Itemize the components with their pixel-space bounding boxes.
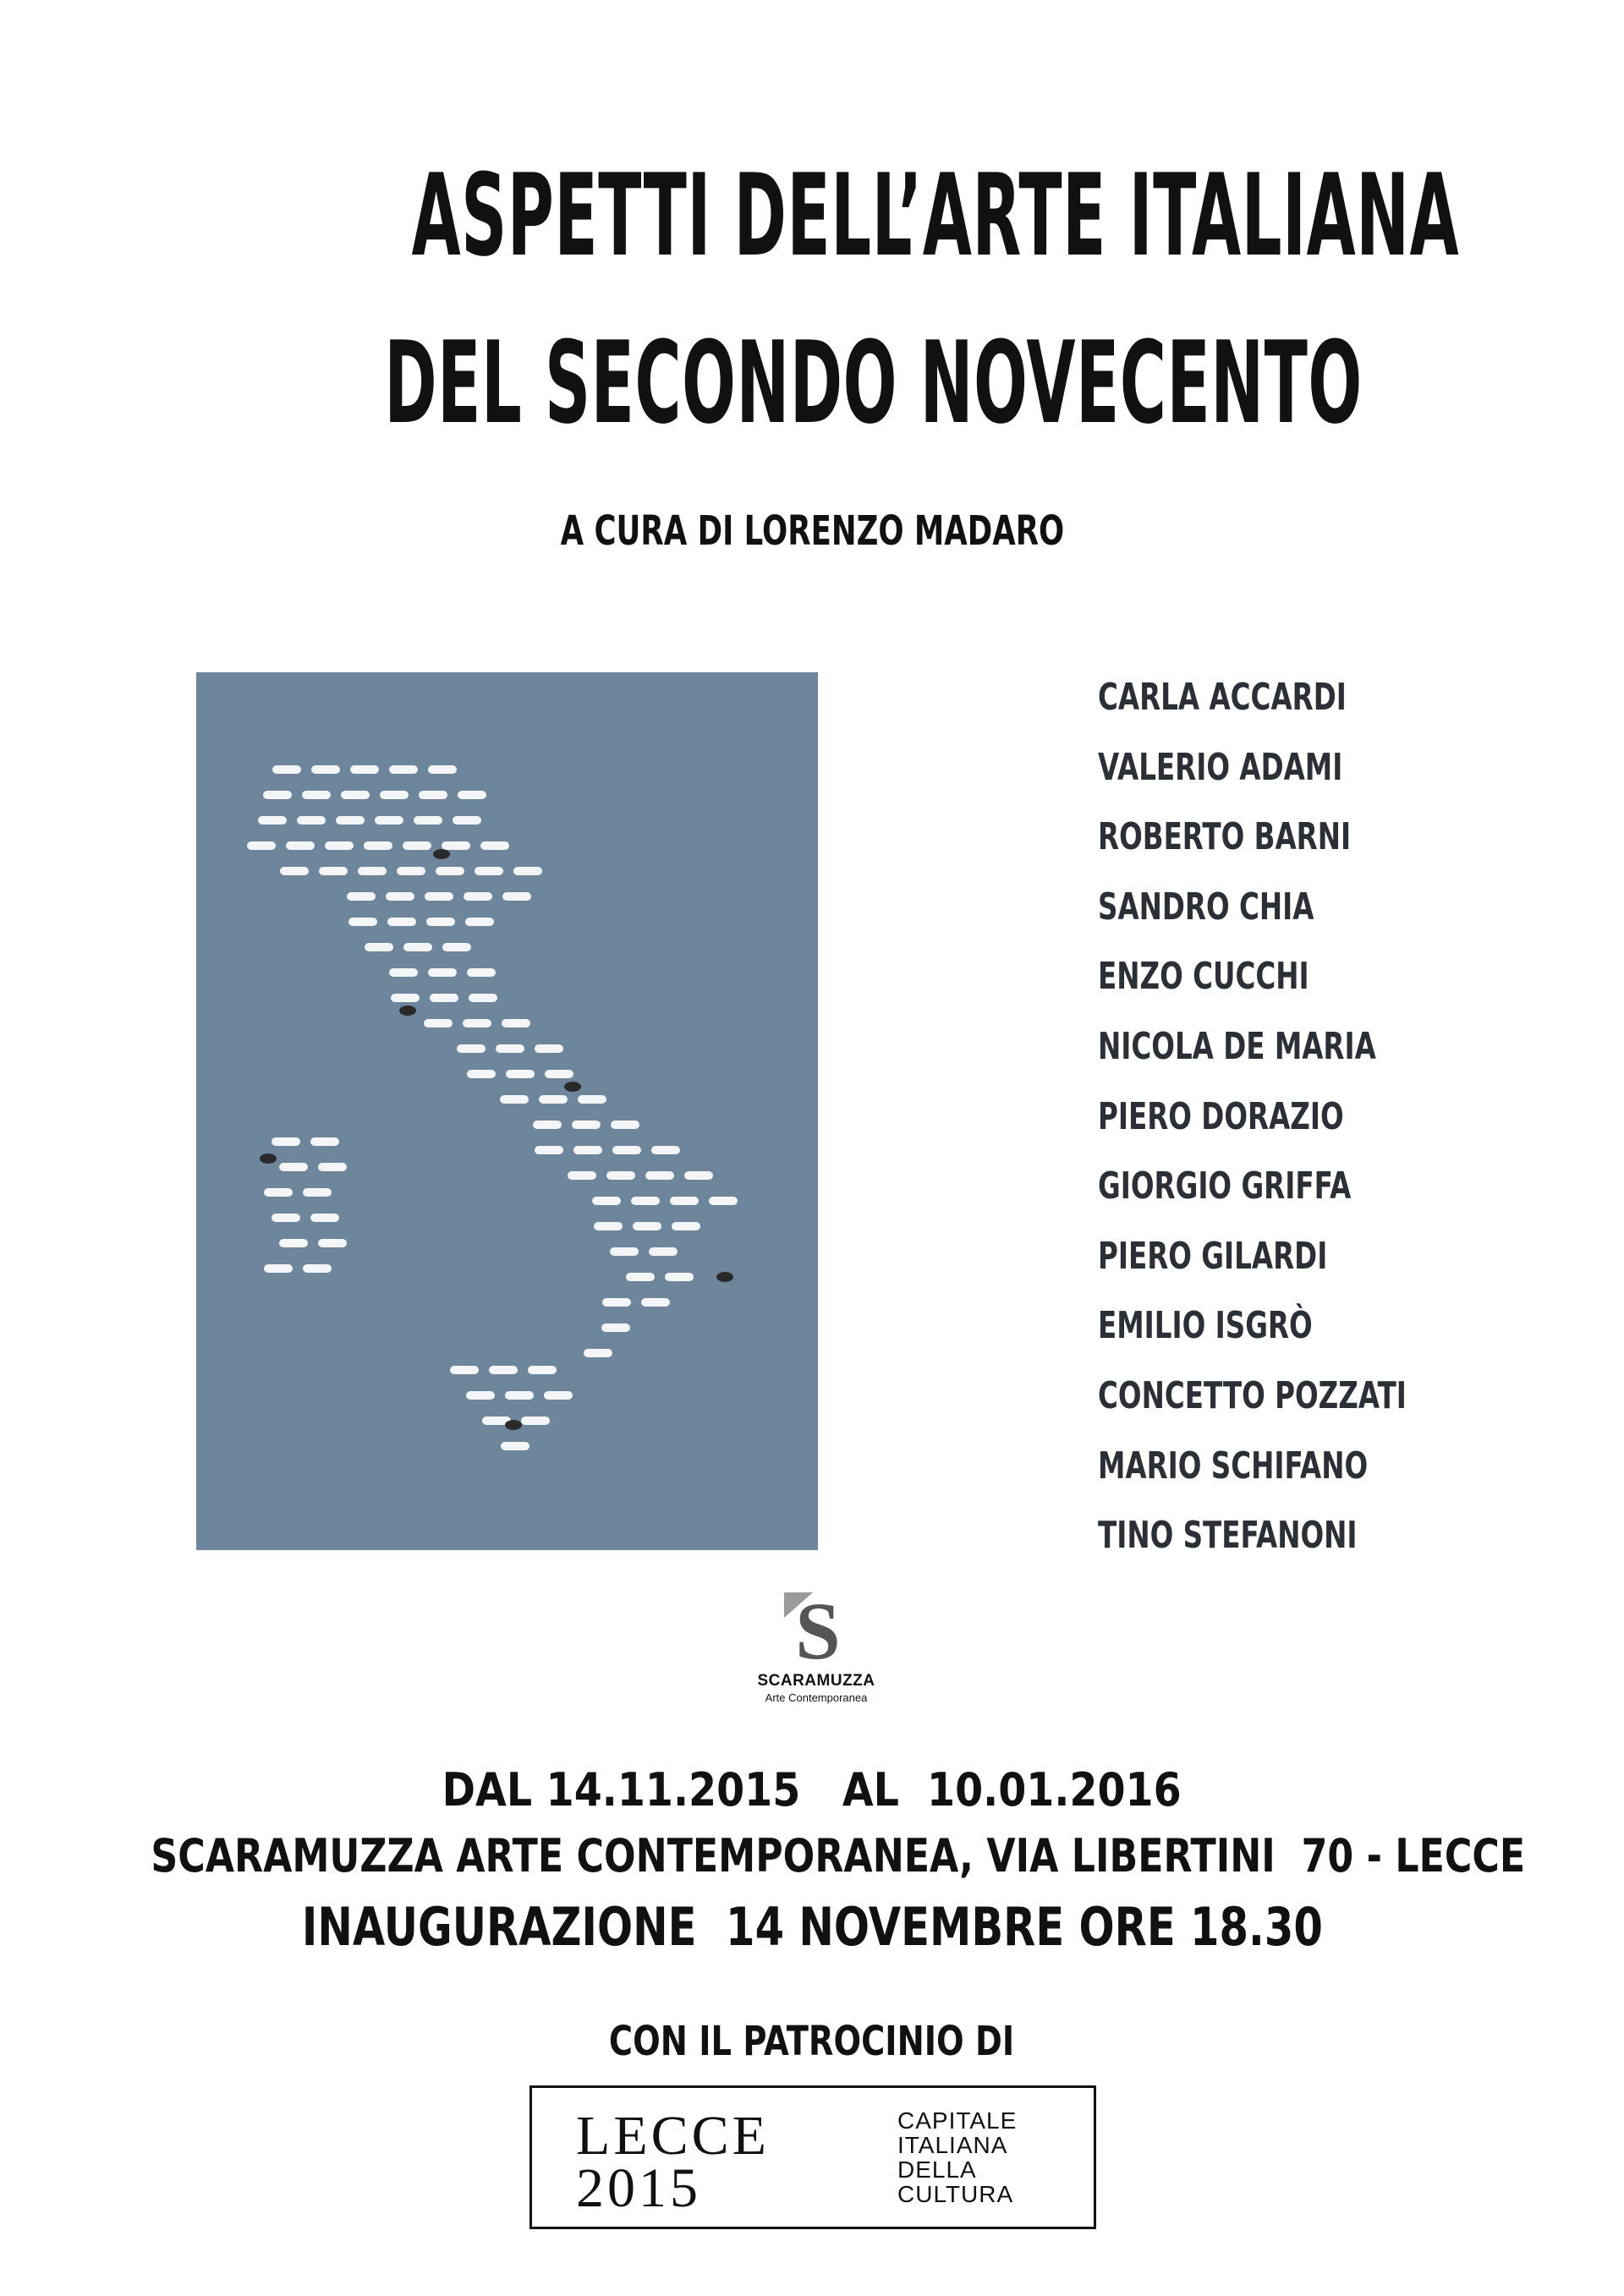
gallery-logo-subtitle: Arte Contemporanea xyxy=(765,1691,868,1704)
artwork-dash xyxy=(458,791,486,799)
artwork-dash xyxy=(325,841,354,850)
artwork-dash xyxy=(391,994,420,1002)
venue-address xyxy=(0,1829,1624,1882)
artwork-dash xyxy=(649,1247,678,1256)
venue-address-text: SCARAMUZZA ARTE CONTEMPORANEA, VIA LIBERTINI 70 - LECCE xyxy=(151,1829,1526,1882)
artwork-dash xyxy=(633,1222,661,1230)
poster-title-line-1-text: ASPETTI DELL’ARTE ITALIANA xyxy=(411,150,1460,282)
artwork-dash xyxy=(539,1095,568,1104)
lecce-logo-caption-line: ITALIANA xyxy=(897,2132,1008,2158)
artwork-dash xyxy=(403,841,431,850)
artwork-dash xyxy=(311,765,340,774)
artist-name: PIERO DORAZIO xyxy=(1098,1094,1344,1138)
artwork-dash xyxy=(279,1163,308,1171)
s-logo-icon xyxy=(784,1592,848,1667)
artwork-dash xyxy=(442,943,471,951)
artwork-dash xyxy=(568,1171,596,1180)
artwork-dash xyxy=(626,1273,655,1281)
artist-name: EMILIO ISGRÒ xyxy=(1098,1304,1313,1348)
artwork-dash xyxy=(453,816,481,825)
artwork-dash-marks xyxy=(247,765,738,1450)
artwork-dash xyxy=(430,994,458,1002)
artwork-dash xyxy=(389,968,418,977)
artwork-dash xyxy=(572,1121,601,1129)
artwork-dash xyxy=(641,1298,670,1307)
artwork-dash xyxy=(341,791,370,799)
artwork-dash xyxy=(310,1214,339,1222)
artwork-dash xyxy=(612,1146,641,1154)
patronage-label xyxy=(0,2018,1624,2065)
italy-map-painting xyxy=(196,672,818,1550)
artwork-dash xyxy=(545,1070,573,1078)
artwork-dash xyxy=(272,1214,300,1222)
artist-name: CONCETTO POZZATI xyxy=(1098,1373,1407,1417)
artwork-dash xyxy=(425,892,453,901)
artwork-dash xyxy=(318,1163,347,1171)
artwork-dash xyxy=(610,1247,639,1256)
artwork-insect-mark xyxy=(260,1153,277,1164)
artwork-dash xyxy=(502,1019,530,1027)
artwork-dash xyxy=(592,1197,621,1205)
artwork-dash xyxy=(631,1197,660,1205)
artwork-dash xyxy=(403,943,432,951)
artwork-dash xyxy=(347,892,376,901)
artwork-dash xyxy=(501,1442,529,1450)
artwork-dash xyxy=(436,867,464,875)
opening-time xyxy=(0,1896,1624,1958)
artwork-dash xyxy=(397,867,425,875)
artwork-dash xyxy=(464,892,492,901)
artwork-dash xyxy=(535,1044,563,1053)
artwork-dash xyxy=(364,841,392,850)
artwork-insect-mark xyxy=(433,849,450,859)
gallery-logo xyxy=(744,1592,888,1719)
artwork-dash xyxy=(419,791,447,799)
artist-name: ROBERTO BARNI xyxy=(1098,815,1352,859)
poster-title-line-2-text: DEL SECONDO NOVECENTO xyxy=(384,317,1363,449)
artist-name: ENZO CUCCHI xyxy=(1098,955,1309,999)
artwork-dash xyxy=(424,1019,453,1027)
artwork-dash xyxy=(286,841,315,850)
artwork-dash xyxy=(457,1044,486,1053)
exhibition-dates xyxy=(0,1763,1624,1817)
artwork-dash xyxy=(584,1349,612,1357)
artwork-dash xyxy=(467,1070,496,1078)
poster-title-line-1 xyxy=(0,150,1624,282)
lecce-logo-caption-line: CULTURA xyxy=(897,2181,1014,2207)
lecce-logo-year: 2015 xyxy=(576,2157,701,2219)
artwork-dash xyxy=(672,1222,700,1230)
opening-time-text: INAUGURAZIONE 14 NOVEMBRE ORE 18.30 xyxy=(301,1896,1323,1958)
artwork-dash xyxy=(578,1095,606,1104)
artwork-dash xyxy=(336,816,365,825)
artwork-dash xyxy=(258,816,287,825)
curator-credit-text: A CURA DI LORENZO MADARO xyxy=(560,507,1064,555)
artwork-dash xyxy=(496,1044,524,1053)
artwork-dash xyxy=(684,1171,713,1180)
artwork-dash xyxy=(533,1121,562,1129)
artwork-dash xyxy=(670,1197,699,1205)
artwork-dash xyxy=(263,791,292,799)
lecce-logo-caption xyxy=(897,2108,1017,2206)
artwork-dash xyxy=(414,816,442,825)
artwork-dash xyxy=(465,918,494,926)
artwork-dash xyxy=(365,943,393,951)
artwork-insect-mark xyxy=(716,1272,733,1282)
gallery-logo-name: SCARAMUZZA xyxy=(757,1672,875,1690)
artwork-dash xyxy=(450,1366,479,1374)
artwork-dash xyxy=(318,1239,347,1247)
artwork-dash xyxy=(601,1323,630,1332)
artwork-dash xyxy=(358,867,387,875)
artwork-dash xyxy=(389,765,418,774)
artwork-dash xyxy=(348,918,377,926)
artwork-dash xyxy=(272,1137,300,1146)
artwork-dash xyxy=(319,867,348,875)
artwork-dash xyxy=(247,841,276,850)
artist-list xyxy=(1098,672,1504,1581)
artwork-insect-mark xyxy=(399,1006,416,1016)
artwork-dash xyxy=(467,968,496,977)
artwork-dash xyxy=(709,1197,738,1205)
artwork-dash xyxy=(500,1095,529,1104)
artwork-dash xyxy=(513,867,542,875)
lecce-logo-caption-line: DELLA xyxy=(897,2156,977,2183)
artwork-dash xyxy=(264,1264,293,1273)
artist-name: VALERIO ADAMI xyxy=(1098,745,1343,789)
artwork-dash xyxy=(428,765,457,774)
artist-name: CARLA ACCARDI xyxy=(1098,676,1347,719)
artwork-dash xyxy=(489,1366,518,1374)
artwork-dash xyxy=(480,841,509,850)
exhibition-dates-text: DAL 14.11.2015 AL 10.01.2016 xyxy=(442,1763,1182,1817)
artwork-dash xyxy=(466,1391,495,1400)
artist-name: MARIO SCHIFANO xyxy=(1098,1444,1369,1488)
artwork-dash xyxy=(303,1188,332,1197)
artwork-dash xyxy=(651,1146,680,1154)
artwork-dash xyxy=(502,892,531,901)
artwork-dash xyxy=(280,867,309,875)
artist-name: GIORGIO GRIFFA xyxy=(1098,1164,1352,1208)
artwork-dash xyxy=(272,765,301,774)
artwork-dash xyxy=(528,1366,557,1374)
artwork-dash xyxy=(442,841,470,850)
artwork-dash xyxy=(297,816,326,825)
artwork-dash xyxy=(264,1188,293,1197)
artwork-dash xyxy=(463,1019,491,1027)
artwork-dash xyxy=(350,765,379,774)
svg-text:S: S xyxy=(795,1592,841,1667)
artwork-dash xyxy=(521,1417,550,1425)
artwork-dash xyxy=(573,1146,602,1154)
artwork-dash xyxy=(386,892,414,901)
artwork-dash xyxy=(611,1121,639,1129)
artwork-dash xyxy=(302,791,331,799)
curator-credit xyxy=(0,507,1624,555)
artist-name: SANDRO CHIA xyxy=(1098,885,1314,929)
artwork-insect-mark xyxy=(564,1082,581,1092)
artwork-dash xyxy=(506,1070,535,1078)
artwork-dash xyxy=(303,1264,332,1273)
artwork-dash xyxy=(279,1239,308,1247)
lecce-logo-caption-line: CAPITALE xyxy=(897,2107,1018,2134)
artwork-dash xyxy=(535,1146,563,1154)
artwork-dash xyxy=(606,1171,635,1180)
artwork-dash xyxy=(380,791,409,799)
artwork-dash xyxy=(387,918,416,926)
artist-name: PIERO GILARDI xyxy=(1098,1234,1328,1278)
artwork-dash xyxy=(544,1391,573,1400)
artist-name: NICOLA DE MARIA xyxy=(1098,1024,1376,1068)
artwork-dash xyxy=(602,1298,631,1307)
poster-title-line-2 xyxy=(0,317,1624,449)
artwork-dash xyxy=(375,816,403,825)
lecce-2015-logo xyxy=(529,2085,1096,2229)
patronage-label-text: CON IL PATROCINIO DI xyxy=(609,2018,1015,2065)
artwork-dash xyxy=(645,1171,674,1180)
artwork-dash xyxy=(310,1137,339,1146)
artwork-dash xyxy=(475,867,503,875)
lecce-logo-word: LECCE xyxy=(576,2105,770,2167)
artwork-dash xyxy=(594,1222,623,1230)
artwork-image xyxy=(196,672,818,1550)
artwork-dash xyxy=(428,968,457,977)
artwork-dash xyxy=(426,918,455,926)
artwork-dash xyxy=(665,1273,694,1281)
artist-name: TINO STEFANONI xyxy=(1098,1514,1358,1558)
artwork-dash xyxy=(505,1391,534,1400)
artwork-insect-mark xyxy=(505,1420,522,1430)
artwork-dash xyxy=(469,994,497,1002)
